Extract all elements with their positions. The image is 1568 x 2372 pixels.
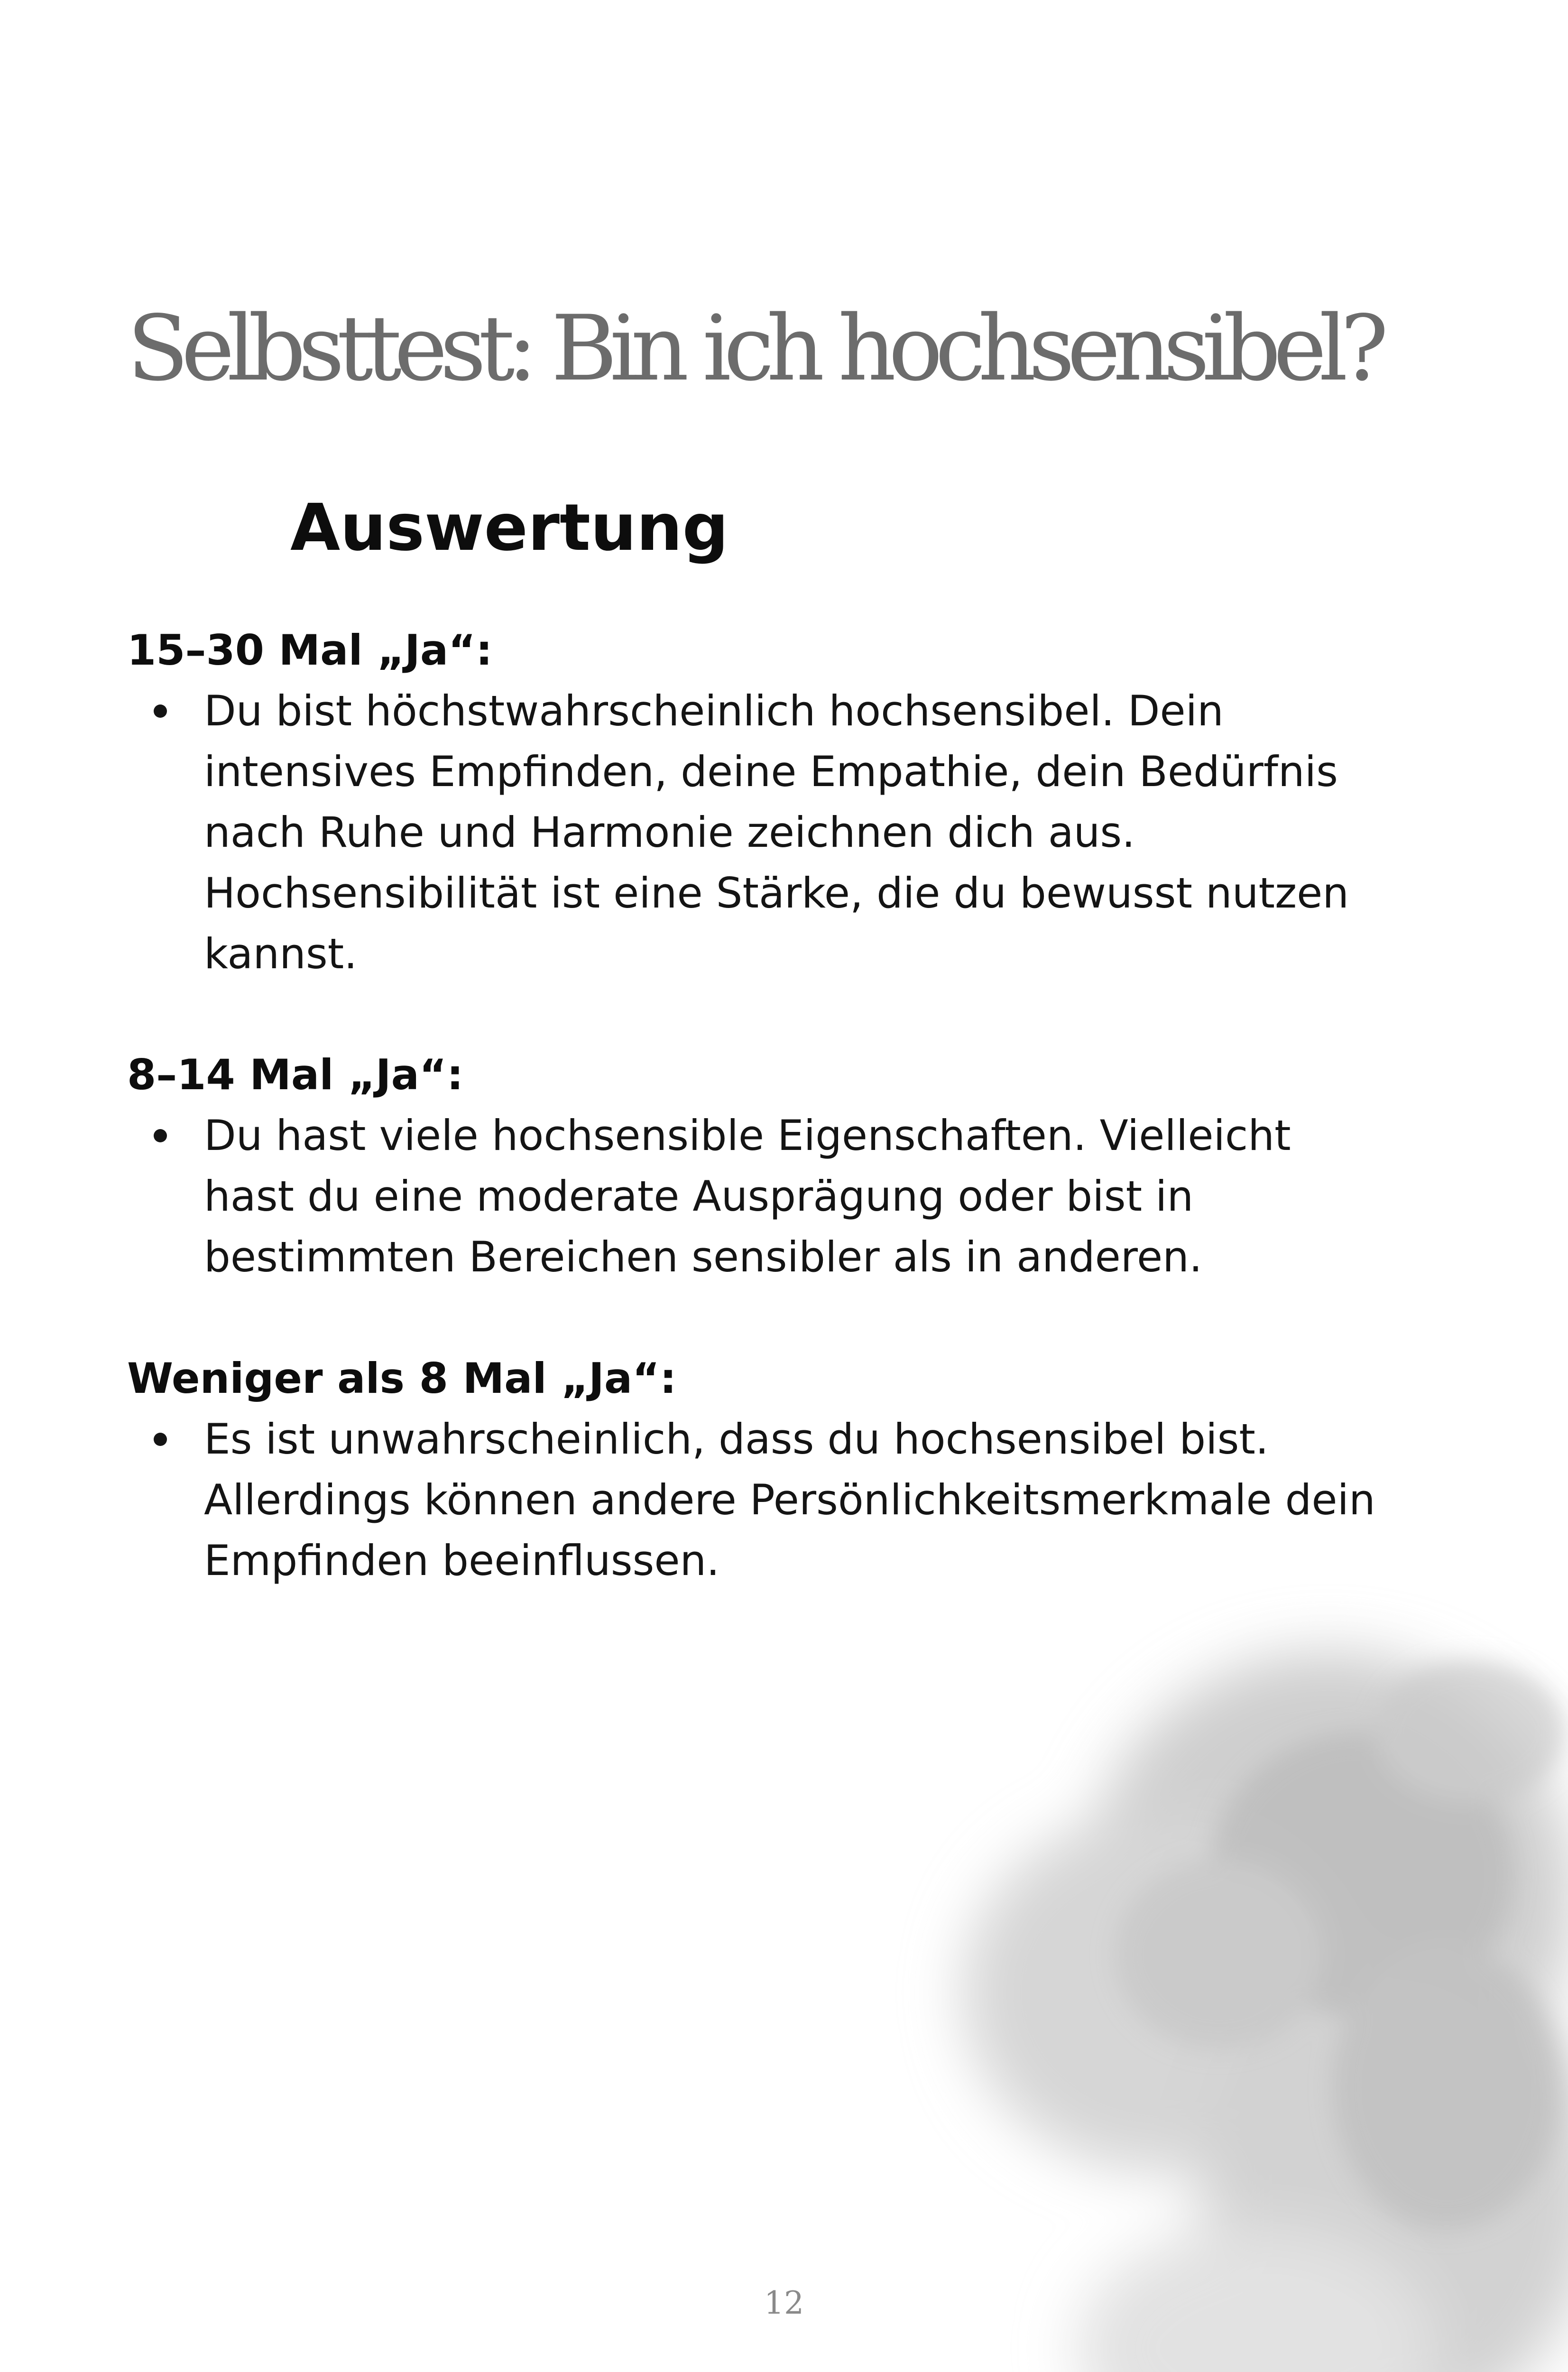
result-list [127, 1105, 1455, 1288]
result-heading: 8–14 Mal „Ja“: [127, 1050, 464, 1099]
result-list [127, 1409, 1455, 1591]
page-title: Selbsttest: Bin ich hochsensibel? [127, 296, 1381, 401]
list-item [127, 1409, 1380, 1591]
list-item [127, 681, 1380, 984]
bullet-icon [154, 1129, 167, 1142]
section-subtitle: Auswertung [290, 491, 729, 565]
list-item-text: Es ist unwahrscheinlich, dass du hochsensibel bist. Allerdings können andere Persönlichkeitsmerkmale dein Empfinden beeinflussen. [204, 1415, 1375, 1585]
bullet-icon [154, 1433, 167, 1446]
page-number: 12 [764, 2285, 804, 2321]
result-heading: 15–30 Mal „Ja“: [127, 626, 493, 675]
result-section-medium [127, 1045, 1455, 1288]
result-heading: Weniger als 8 Mal „Ja“: [127, 1354, 677, 1403]
bullet-icon [154, 704, 167, 718]
result-list [127, 681, 1455, 984]
watercolor-smudge-decoration [830, 1566, 1568, 2372]
result-section-low [127, 1348, 1455, 1591]
result-section-high [127, 620, 1455, 984]
list-item-text: Du bist höchstwahrscheinlich hochsensibel. Dein intensives Empfinden, deine Empathie, dein Bedürfnis nach Ruhe und Harmonie zeichnen dich aus. Hochsensibilität ist eine Stärke, die du bewusst nutzen kannst. [204, 686, 1349, 978]
list-item-text: Du hast viele hochsensible Eigenschaften. Vielleicht hast du eine moderate Ausprägung oder bist in bestimmten Bereichen sensibler als in anderen. [204, 1111, 1291, 1281]
list-item [127, 1105, 1380, 1288]
